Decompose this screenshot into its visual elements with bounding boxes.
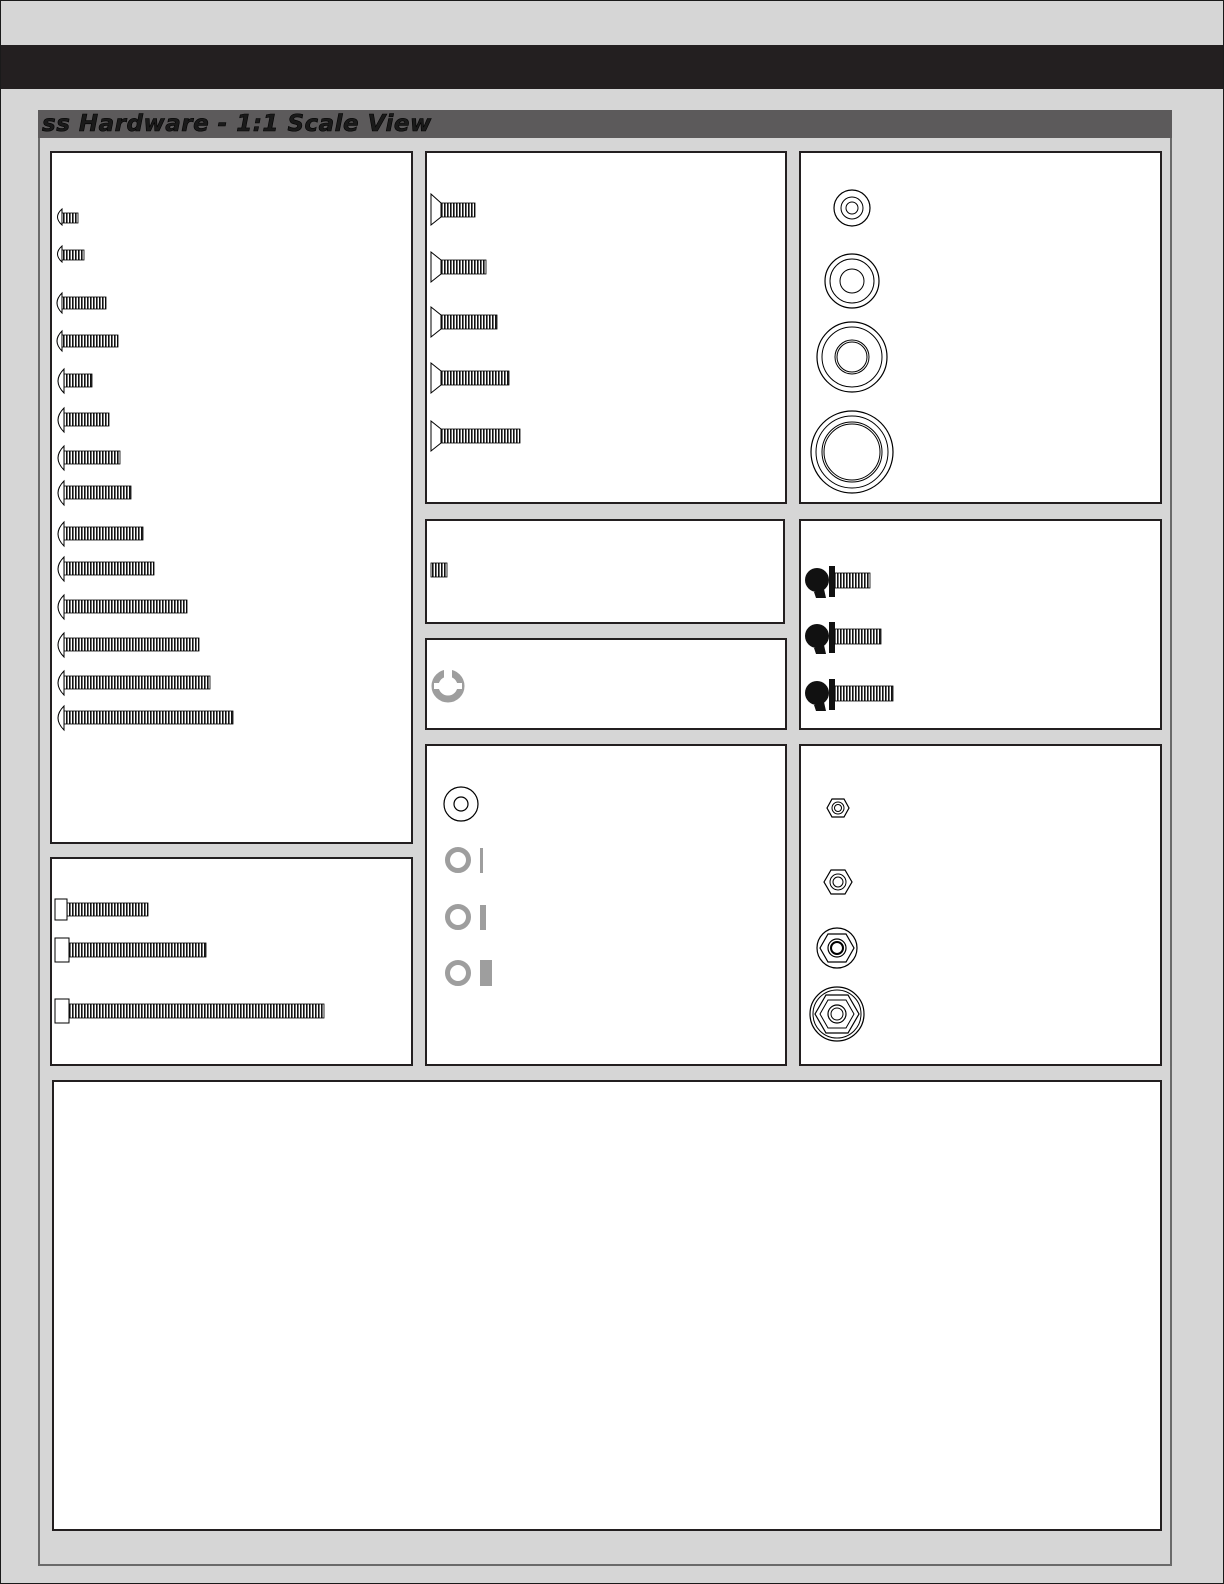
washer-icon — [448, 848, 484, 873]
button-head-screw-icon — [58, 671, 210, 695]
ball-stud-icon — [805, 679, 893, 711]
button-head-screw-icon — [57, 293, 106, 313]
flat-head-screw-icon — [431, 363, 509, 393]
lock-nut-icon — [810, 987, 864, 1041]
ball-stud-icon — [805, 566, 870, 598]
flat-head-screw-icon — [431, 252, 486, 282]
flat-head-screw-icon — [431, 194, 475, 225]
washer-icon — [444, 787, 478, 821]
button-head-screw-icon — [58, 408, 109, 432]
ball-stud-icon — [805, 622, 881, 654]
section-title: ss Hardware - 1:1 Scale View — [42, 111, 432, 137]
cap-head-screw-icon — [55, 938, 206, 962]
flat-head-screw-icon — [431, 421, 520, 451]
button-head-screw-icon — [58, 633, 199, 657]
e-clip-icon — [434, 668, 462, 699]
button-head-screw-icon — [58, 209, 79, 225]
set-screw-icon — [431, 563, 447, 577]
bearing-icon — [825, 254, 879, 308]
button-head-screw-icon — [58, 706, 233, 730]
washer-icon — [448, 905, 487, 930]
lock-nut-icon — [817, 928, 857, 968]
lock-nut-icon — [827, 799, 849, 817]
button-head-screw-icon — [58, 369, 92, 393]
bearing-icon — [834, 190, 870, 226]
bearing-icon — [811, 411, 893, 493]
button-head-screw-icon — [57, 331, 118, 351]
button-head-screw-icon — [58, 595, 187, 619]
flat-head-screw-icon — [431, 307, 497, 337]
washer-icon — [448, 960, 493, 986]
button-head-screw-icon — [58, 446, 120, 470]
cap-head-screw-icon — [55, 899, 148, 920]
button-head-screw-icon — [58, 557, 154, 581]
button-head-screw-icon — [58, 481, 131, 505]
lock-nut-icon — [824, 870, 852, 894]
button-head-screw-icon — [58, 246, 85, 262]
bearing-icon — [817, 322, 887, 392]
cap-head-screw-icon — [55, 999, 324, 1023]
button-head-screw-icon — [58, 522, 143, 546]
